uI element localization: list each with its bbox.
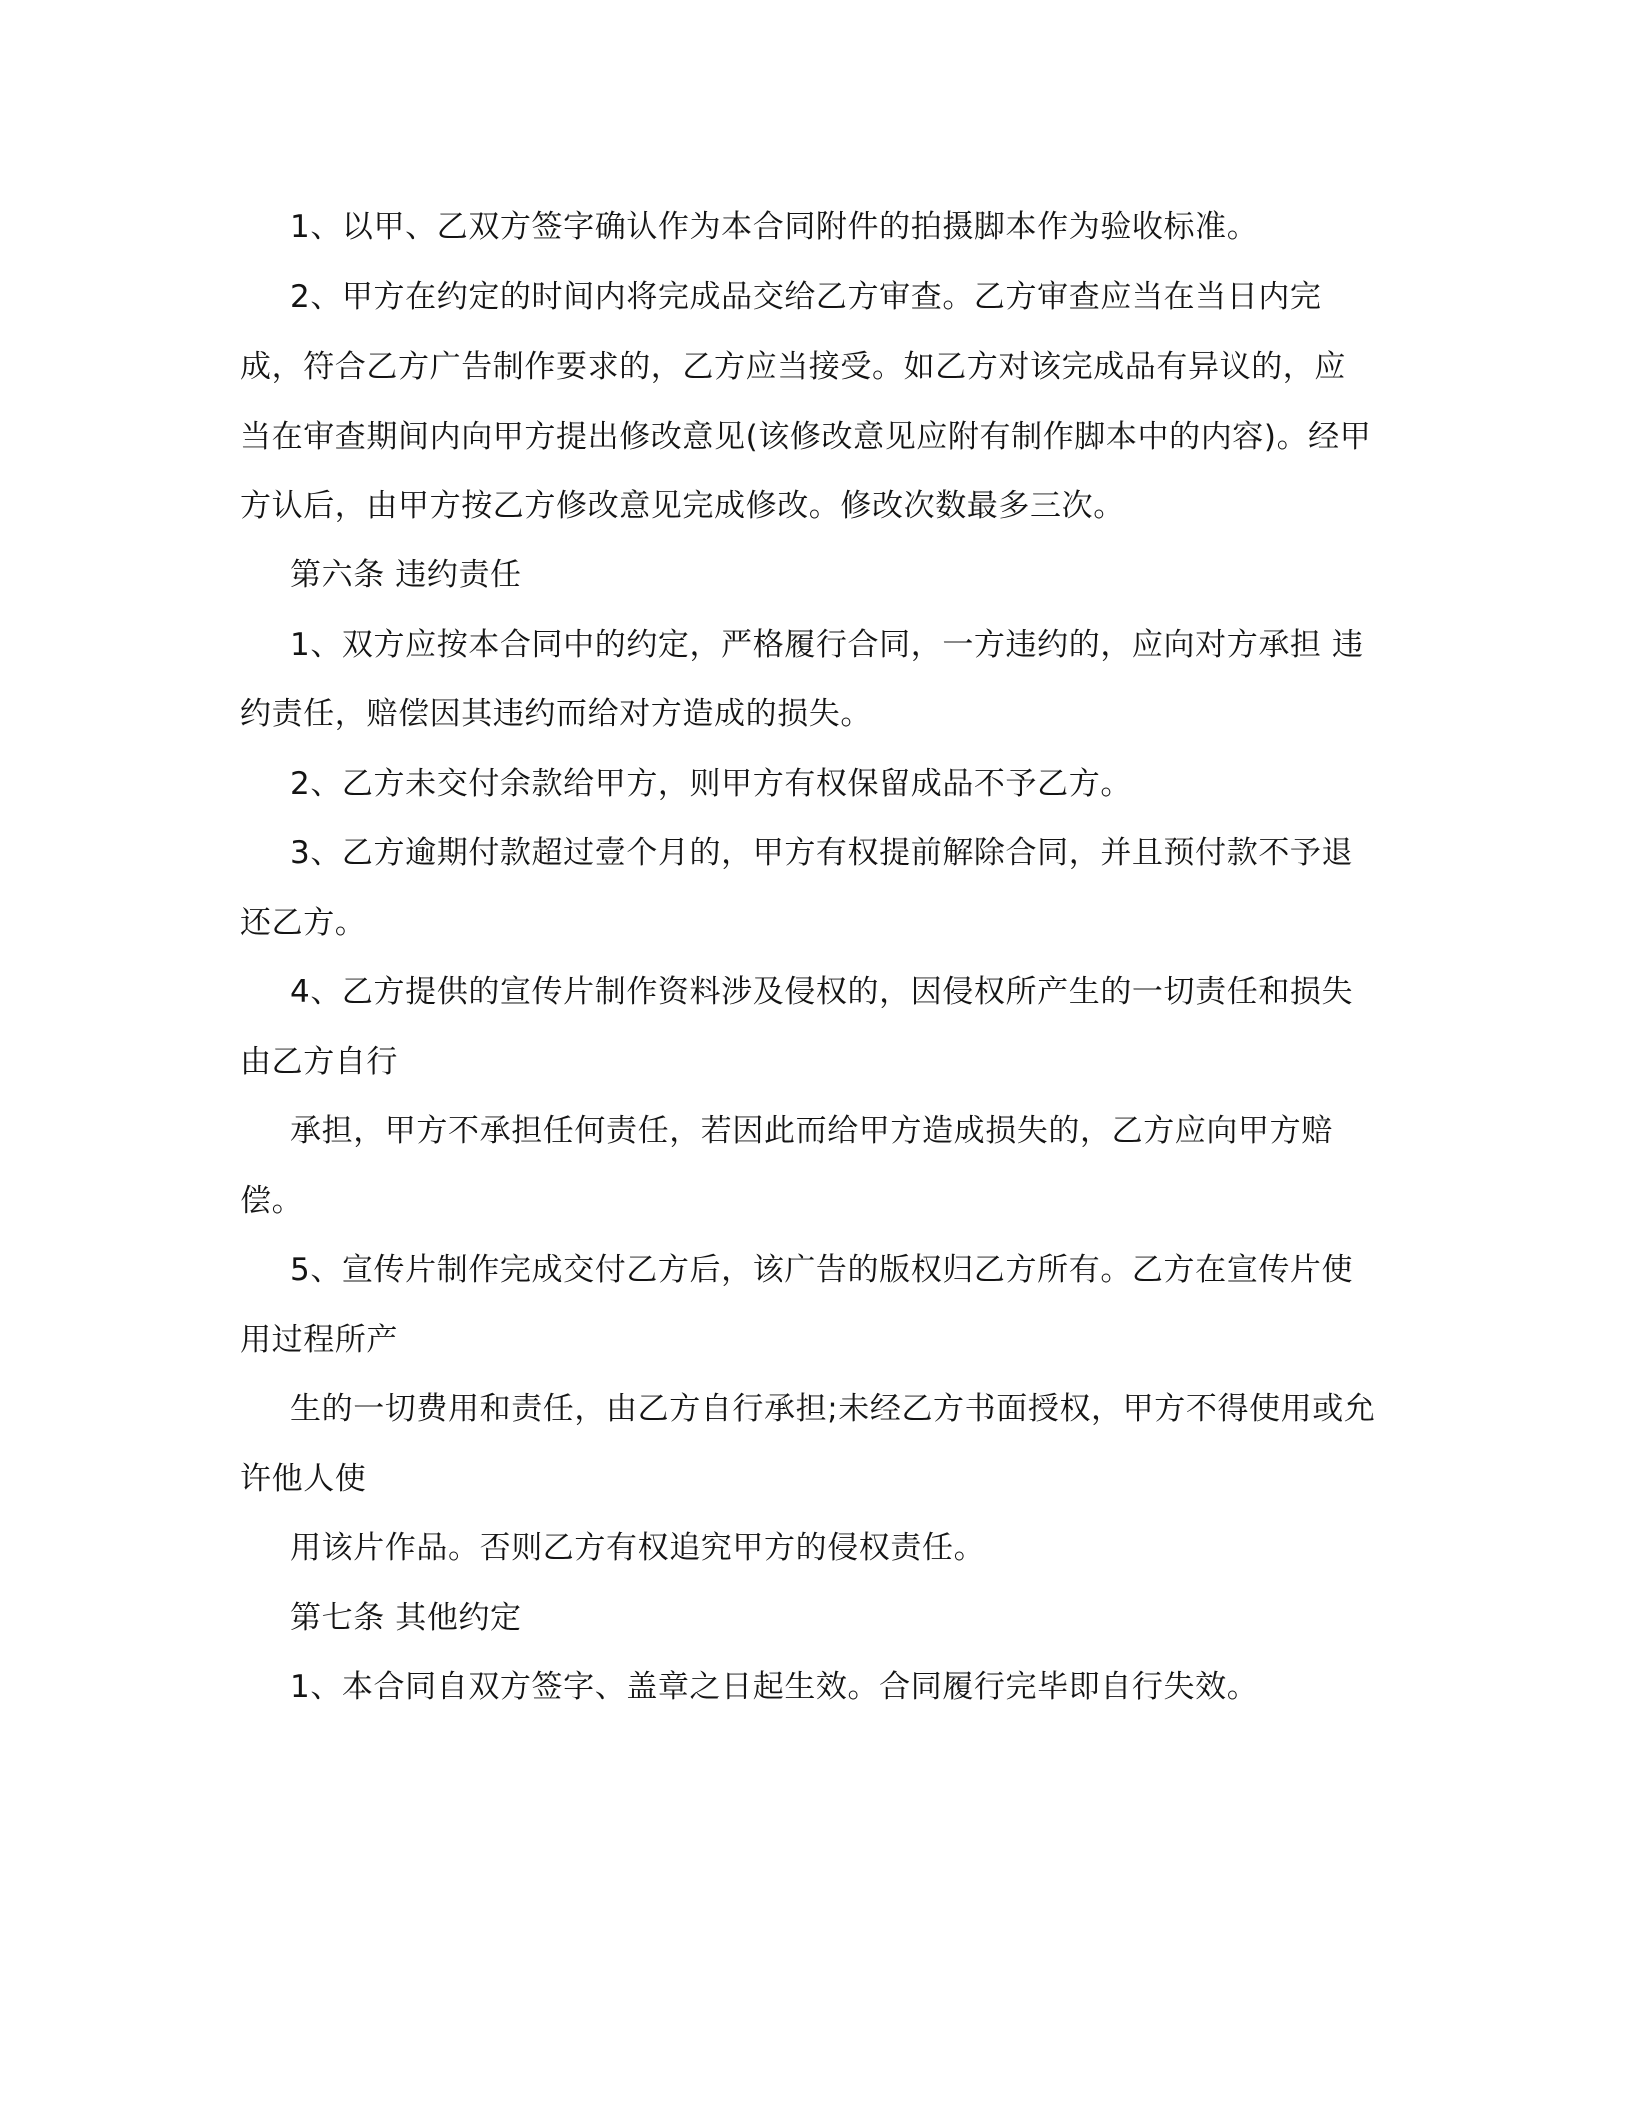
clause-6-item-4-line-4: 偿。 xyxy=(240,1183,304,1219)
clause-6-item-2: 2、乙方未交付余款给甲方，则甲方有权保留成品不予乙方。 xyxy=(290,766,1132,802)
clause-5-item-2-line-2: 成，符合乙方广告制作要求的，乙方应当接受。如乙方对该完成品有异议的，应 xyxy=(240,349,1346,385)
clause-6-item-1-line-2: 约责任，赔偿因其违约而给对方造成的损失。 xyxy=(240,696,872,732)
clause-5-item-2-line-1: 2、甲方在约定的时间内将完成品交给乙方审查。乙方审查应当在当日内完 xyxy=(290,279,1322,315)
clause-6-item-4-line-1: 4、乙方提供的宣传片制作资料涉及侵权的，因侵权所产生的一切责任和损失 xyxy=(290,974,1354,1010)
clause-6-item-4-line-2: 由乙方自行 xyxy=(240,1044,398,1080)
clause-5-item-1: 1、以甲、乙双方签字确认作为本合同附件的拍摄脚本作为验收标准。 xyxy=(290,209,1259,245)
clause-6-item-5-line-5: 用该片作品。否则乙方有权追究甲方的侵权责任。 xyxy=(290,1530,986,1566)
article-6-heading: 第六条 违约责任 xyxy=(290,557,522,593)
article-7-heading: 第七条 其他约定 xyxy=(290,1600,522,1636)
clause-6-item-1-line-1: 1、双方应按本合同中的约定，严格履行合同，一方违约的，应向对方承担 违 xyxy=(290,627,1364,663)
clause-6-item-5-line-4: 许他人使 xyxy=(240,1461,367,1497)
clause-6-item-3-line-2: 还乙方。 xyxy=(240,905,367,941)
clause-5-item-2-line-4: 方认后，由甲方按乙方修改意见完成修改。修改次数最多三次。 xyxy=(240,488,1125,524)
clause-7-item-1: 1、本合同自双方签字、盖章之日起生效。合同履行完毕即自行失效。 xyxy=(290,1669,1259,1705)
clause-6-item-3-line-1: 3、乙方逾期付款超过壹个月的，甲方有权提前解除合同，并且预付款不予退 xyxy=(290,835,1354,871)
clause-6-item-5-line-3: 生的一切费用和责任，由乙方自行承担;未经乙方书面授权，甲方不得使用或允 xyxy=(290,1391,1376,1427)
clause-6-item-5-line-1: 5、宣传片制作完成交付乙方后，该广告的版权归乙方所有。乙方在宣传片使 xyxy=(290,1252,1354,1288)
clause-6-item-5-line-2: 用过程所产 xyxy=(240,1322,398,1358)
clause-6-item-4-line-3: 承担，甲方不承担任何责任，若因此而给甲方造成损失的，乙方应向甲方赔 xyxy=(290,1113,1333,1149)
clause-5-item-2-line-3: 当在审查期间内向甲方提出修改意见(该修改意见应附有制作脚本中的内容)。经甲 xyxy=(240,419,1372,455)
